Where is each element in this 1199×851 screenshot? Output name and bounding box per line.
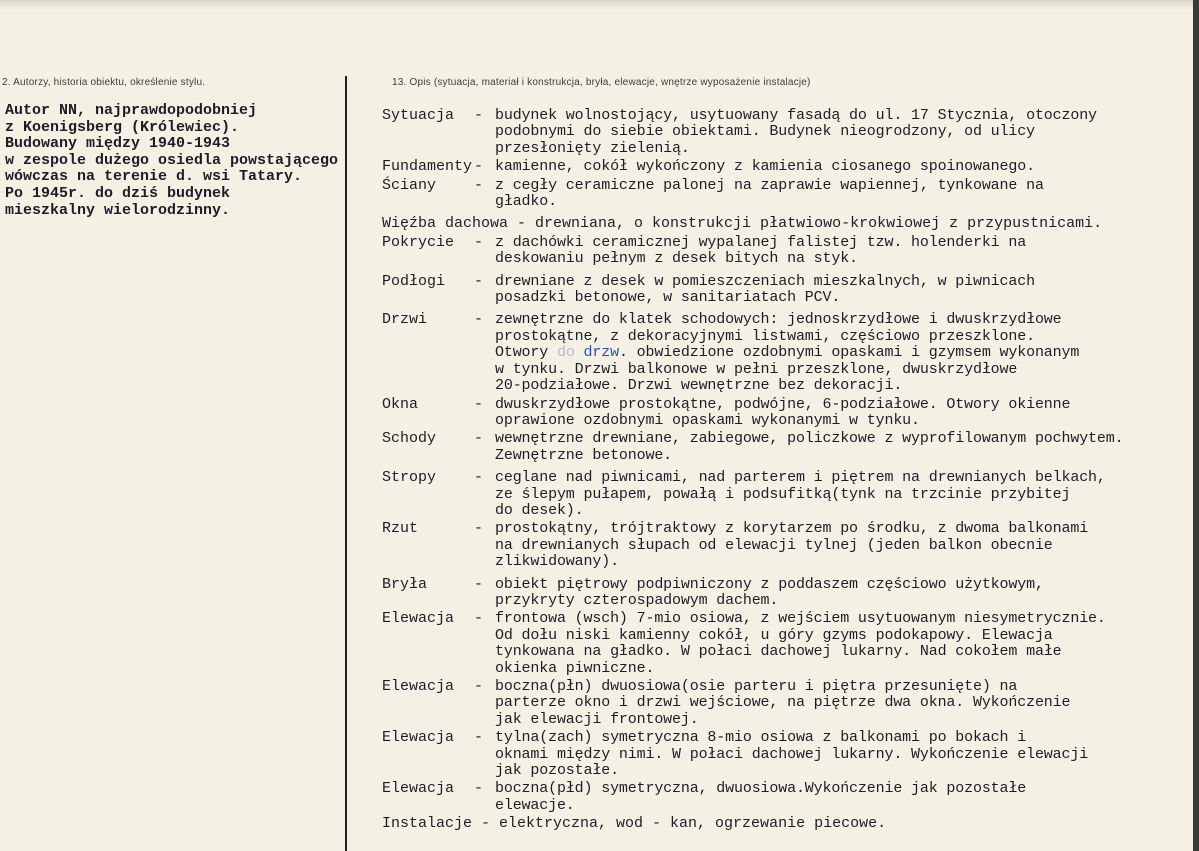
entry-fundamenty: Fundamenty - kamienne, cokół wykończony z kamienia ciosanego spoinowanego. <box>382 159 1197 175</box>
entry-label: Rzut <box>382 520 419 538</box>
entry-line: na drewnianych słupach od elewacji tylnej (jeden balkon obecnie <box>495 537 1053 554</box>
smudged-text: do <box>556 345 575 362</box>
entry-stropy: Stropy - ceglane nad piwnicami, nad parterem i piętrem na drewnianych belkach, ze ślepym pułapem, powałą i podsufitką(tynk na trzcinie przybitej do desek). <box>382 470 1197 519</box>
entry-line: obiekt piętrowy podpiwniczony z poddaszem częściowo użytkowym, <box>495 576 1044 593</box>
entry-instalacje <box>382 816 1197 832</box>
entry-line: przesłonięty zielenią. <box>495 140 690 157</box>
entry-line: okienka piwniczne. <box>495 660 655 677</box>
entry-line: posadzki betonowe, w sanitariatach PCV. <box>495 290 841 307</box>
entry-line: parterze okno i drzwi wejściowe, na piętrze dwa okna. Wykończenie <box>495 695 1071 712</box>
entry-bryla: Bryła - obiekt piętrowy podpiwniczony z poddaszem częściowo użytkowym, przykryty czterospadowym dachem. <box>382 577 1197 610</box>
entry-line: z cegły ceramiczne palonej na zaprawie wapiennej, tynkowane na <box>495 177 1044 194</box>
entry-line: boczna(płd) symetryczna, dwuosiowa.Wykończenie jak pozostałe <box>495 781 1027 798</box>
entry-label: Okna <box>382 395 419 413</box>
entry-line: z dachówki ceramicznej wypalanej falistej tzw. holenderki na <box>495 234 1027 251</box>
entry-line: drewniane z desek w pomieszczeniach mieszkalnych, w piwnicach <box>495 273 1035 290</box>
entry-okna: Okna - dwuskrzydłowe prostokątne, podwójne, 6-podziałowe. Otwory okienne oprawione ozdobnymi opaskami wykonanymi w tynku. <box>382 397 1197 430</box>
description-column-header: 13. Opis (sytuacja, materiał i konstrukcja, bryła, elewacje, wnętrze wyposażenie instalacje) <box>392 77 811 88</box>
entry-label: Podłogi <box>382 272 446 290</box>
entry-drzwi: Drzwi - zewnętrzne do klatek schodowych: jednoskrzydłowe i dwuskrzydłowe prostokątne, z dekoracyjnymi listwami, częściowo przeszklone. Otwory do drzw. obwiedzione ozdobnymi opaskami i gzymsem wykonanym w tynku. Drzwi balkonowe w pełni przeszklone, dwuskrzydłowe 20-podziałowe. Drzwi wewnętrzne bez dekoracji. <box>382 312 1197 394</box>
scan-top-edge <box>0 0 1199 10</box>
entry-line: jak pozostałe. <box>495 763 619 780</box>
entry-elewacja-frontowa: Elewacja - frontowa (wsch) 7-mio osiowa, z wejściem usytuowanym niesymetrycznie. Od dołu niski kamienny cokół, u góry gzyms podokapowy. Elewacja tynkowana na gładko. W połaci dachowej lukarny. Nad cokołem małe okienka piwniczne. <box>382 611 1197 677</box>
entry-line: Od dołu niski kamienny cokół, u góry gzyms podokapowy. Elewacja <box>495 627 1053 644</box>
entry-line: wewnętrzne drewniane, zabiegowe, policzkowe z wyprofilowanym pochwytem. <box>495 431 1124 448</box>
history-line: Budowany między 1940-1943 <box>5 135 231 153</box>
entry-elewacja-boczna-pln: Elewacja - boczna(płn) dwuosiowa(osie parteru i piętra przesunięte) na parterze okno i drzwi wejściowe, na piętrze dwa okna. Wykończenie jak elewacji frontowej. <box>382 679 1197 728</box>
entry-pokrycie: Pokrycie - z dachówki ceramicznej wypalanej falistej tzw. holenderki na deskowaniu pełnym z desek bitych na styk. <box>382 235 1197 268</box>
entry-line: frontowa (wsch) 7-mio osiowa, z wejściem usytuowanym niesymetrycznie. <box>495 611 1106 628</box>
entry-line: prostokątne, z dekoracyjnymi listwami, częściowo przeszklone. <box>495 328 1035 345</box>
entry-podlogi: Podłogi - drewniane z desek w pomieszczeniach mieszkalnych, w piwnicach posadzki betonowe, w sanitariatach PCV. <box>382 274 1197 307</box>
entry-label: Sytuacja <box>382 107 455 124</box>
entry-elewacja-tylna: Elewacja - tylna(zach) symetryczna 8-mio osiowa z balkonami po bokach i oknami między nimi. W połaci dachowej lukarny. Wykończenie elewacji jak pozostałe. <box>382 730 1197 779</box>
entry-line: kamienne, cokół wykończony z kamienia ciosanego spoinowanego. <box>495 159 1035 176</box>
entry-line: gładko. <box>495 194 557 211</box>
entry-label: Bryła <box>382 575 428 593</box>
entry-label: Elewacja <box>382 729 455 747</box>
entry-line: dwuskrzydłowe prostokątne, podwójne, 6-podziałowe. Otwory okienne <box>495 396 1071 413</box>
entry-line: budynek wolnostojący, usytuowany fasadą do ul. 17 Stycznia, otoczony <box>495 108 1097 124</box>
entry-label: Drzwi <box>382 311 428 329</box>
history-line: w zespole dużego osiedla powstającego <box>5 151 339 169</box>
entry-line: Więźba dachowa - drewniana, o konstrukcji płatwiowo-krokwiowej z przypustnicami. <box>382 215 1103 233</box>
entry-line: jak elewacji frontowej. <box>495 711 699 728</box>
entry-line: ceglane nad piwnicami, nad parterem i piętrem na drewnianych belkach, <box>495 470 1106 487</box>
entry-line: boczna(płn) dwuosiowa(osie parteru i piętra przesunięte) na <box>495 679 1018 695</box>
history-line: Autor NN, najprawdopodobniej <box>5 102 258 119</box>
entry-line: do desek). <box>495 502 584 519</box>
entry-label: Schody <box>382 430 437 448</box>
entry-line: prostokątny, trójtraktowy z korytarzem po środku, z dwoma balkonami <box>495 521 1089 538</box>
entry-line: deskowaniu pełnym z desek bitych na styk. <box>495 251 858 268</box>
handwritten-correction: drzw <box>574 345 619 362</box>
history-line: mieszkalny wielorodzinny. <box>5 201 231 219</box>
history-line: wówczas na terenie d. wsi Tatary. <box>5 168 303 186</box>
entry-rzut: Rzut - prostokątny, trójtraktowy z korytarzem po środku, z dwoma balkonami na drewnianych słupach od elewacji tylnej (jeden balkon obecnie zlikwidowany). <box>382 521 1197 570</box>
entry-line: ze ślepym pułapem, powałą i podsufitką(tynk na trzcinie przybitej <box>495 486 1071 503</box>
entry-line: elewacje. <box>495 797 575 814</box>
entry-line: Instalacje - elektryczna, wod - kan, ogrzewanie piecowe. <box>382 815 887 833</box>
entry-line: 20-podziałowe. Drzwi wewnętrzne bez dekoracji. <box>495 378 903 395</box>
entry-sytuacja: Sytuacja - budynek wolnostojący, usytuowany fasadą do ul. 17 Stycznia, otoczony podobnymi do siebie obiektami. Budynek nieogrodzony, od ulicy przesłonięty zielenią. <box>382 108 1197 157</box>
entry-label: Elewacja <box>382 610 455 628</box>
entry-schody: Schody - wewnętrzne drewniane, zabiegowe, policzkowe z wyprofilowanym pochwytem. Zewnętrzne betonowe. <box>382 431 1197 464</box>
history-column-header: 2. Autorzy, historia obiektu, określenie stylu. <box>2 77 206 88</box>
entry-line: zewnętrzne do klatek schodowych: jednoskrzydłowe i dwuskrzydłowe <box>495 312 1062 329</box>
entry-line: podobnymi do siebie obiektami. Budynek nieogrodzony, od ulicy <box>495 124 1035 141</box>
entry-line: Otwory do drzw. obwiedzione ozdobnymi opaskami i gzymsem wykonanym <box>495 345 1080 362</box>
entry-label: Elewacja <box>382 678 455 695</box>
entry-elewacja-boczna-pld: Elewacja - boczna(płd) symetryczna, dwuosiowa.Wykończenie jak pozostałe elewacje. <box>382 781 1197 814</box>
description-text <box>382 108 1197 835</box>
entry-line: Zewnętrzne betonowe. <box>495 447 673 464</box>
entry-line: tylna(zach) symetryczna 8-mio osiowa z balkonami po bokach i <box>495 730 1027 747</box>
entry-line: zlikwidowany). <box>495 554 619 571</box>
entry-line: w tynku. Drzwi balkonowe w pełni przeszklone, dwuskrzydłowe <box>495 361 1018 378</box>
history-line: Po 1945r. do dziś budynek <box>5 184 231 202</box>
history-line: z Koenigsberg (Królewiec). <box>5 118 240 136</box>
history-text <box>5 103 385 219</box>
entry-label: Elewacja <box>382 780 455 798</box>
entry-line: oprawione ozdobnymi opaskami wykonanymi w tynku. <box>495 412 920 429</box>
entry-label: Stropy <box>382 469 437 487</box>
entry-line: tynkowana na gładko. W połaci dachowej lukarny. Nad cokołem małe <box>495 644 1062 661</box>
entry-wiezba <box>382 216 1197 232</box>
entry-sciany: Ściany - z cegły ceramiczne palonej na zaprawie wapiennej, tynkowane na gładko. <box>382 178 1197 211</box>
entry-label: Pokrycie <box>382 233 455 251</box>
entry-line: przykryty czterospadowym dachem. <box>495 592 779 609</box>
entry-label: Fundamenty <box>382 158 473 176</box>
entry-line: oknami między nimi. W połaci dachowej lukarny. Wykończenie elewacji <box>495 746 1089 763</box>
entry-label: Ściany <box>382 176 437 194</box>
